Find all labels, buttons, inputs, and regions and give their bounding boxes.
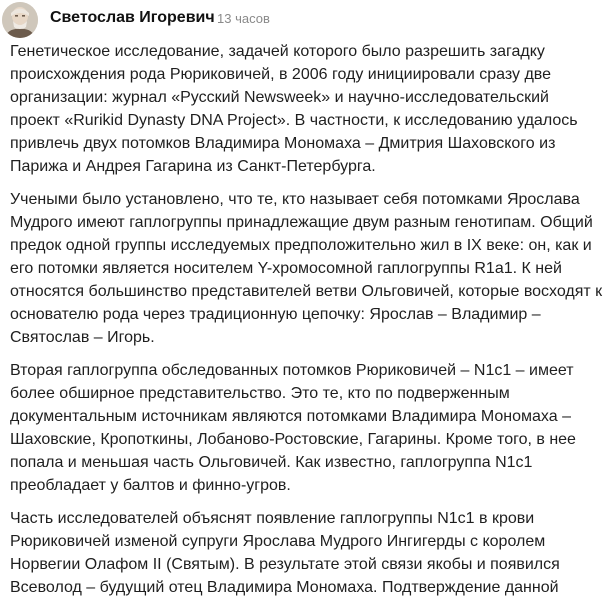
post-text-line: Мудрого имеют гаплогруппы принадлежащие двум разным генотипам. Общий [10, 214, 593, 231]
post-text-line: попала и меньшая часть Ольговичей. Как известно, гаплогруппа N1c1 [10, 454, 533, 471]
post-paragraph [10, 359, 606, 497]
post-text-line: основателю рода через традиционную цепочку: Ярослав – Владимир – [10, 306, 541, 323]
post-paragraph [10, 40, 606, 178]
post-text-line: относятся большинство представителей ветви Ольговичей, которые восходят к [10, 283, 603, 300]
post-text-line: Парижа и Андрея Гагарина из Санкт-Петербурга. [10, 158, 376, 175]
post-paragraph [10, 188, 606, 349]
post-text-line: Шаховские, Кропоткины, Лобаново-Ростовские, Гагарины. Кроме того, в нее [10, 431, 576, 448]
post-text-line: проект «Rurikid Dynasty DNA Project». В частности, к исследованию удалось [10, 112, 578, 129]
post-text-line: его потомки является носителем Y-хромосомной гаплогруппы R1a1. К ней [10, 260, 562, 277]
post-text-line: Святослав – Игорь. [10, 329, 155, 346]
post-text-line: Генетическое исследование, задачей которого было разрешить загадку [10, 43, 545, 60]
avatar-image [2, 2, 38, 38]
post-text-line: Учеными было установлено, что те, кто называет себя потомками Ярослава [10, 191, 580, 208]
post-text-line: Всеволод – будущий отец Владимира Мономаха. Подтверждение данной [10, 579, 559, 596]
post-text-line: Рюриковичей изменой супруги Ярослава Мудрого Ингигерды с королем [10, 533, 546, 550]
post-text-line: организации: журнал «Русский Newsweek» и научно-исследовательский [10, 89, 549, 106]
post-paragraph [10, 507, 606, 599]
author-name[interactable]: Светослав Игоревич [50, 9, 215, 26]
post-text-line: предок одной группы исследуемых предположительно жил в IX веке: он, как и [10, 237, 592, 254]
post-text-line: Вторая гаплогруппа обследованных потомков Рюриковичей – N1c1 – имеет [10, 362, 574, 379]
post-timestamp: 13 часов [217, 11, 270, 26]
post-text-line: более обширное представительство. Это те, кто по подверженным [10, 385, 510, 402]
post-text-line: привлечь двух потомков Владимира Мономаха – Дмитрия Шаховского из [10, 135, 556, 152]
post-text-line: преобладает у балтов и финно-угров. [10, 477, 291, 494]
avatar[interactable] [2, 2, 38, 38]
post-text-line: Часть исследователей объяснят появление гаплогруппы N1c1 в крови [10, 510, 535, 527]
post-header [0, 0, 611, 40]
post-text-line: документальным источникам являются потомками Владимира Мономаха – [10, 408, 571, 425]
post-text-line: Норвегии Олафом II (Святым). В результате этой связи якобы и появился [10, 556, 560, 573]
post-text-line: происхождения рода Рюриковичей, в 2006 году инициировали сразу две [10, 66, 552, 83]
post-body [10, 40, 606, 609]
